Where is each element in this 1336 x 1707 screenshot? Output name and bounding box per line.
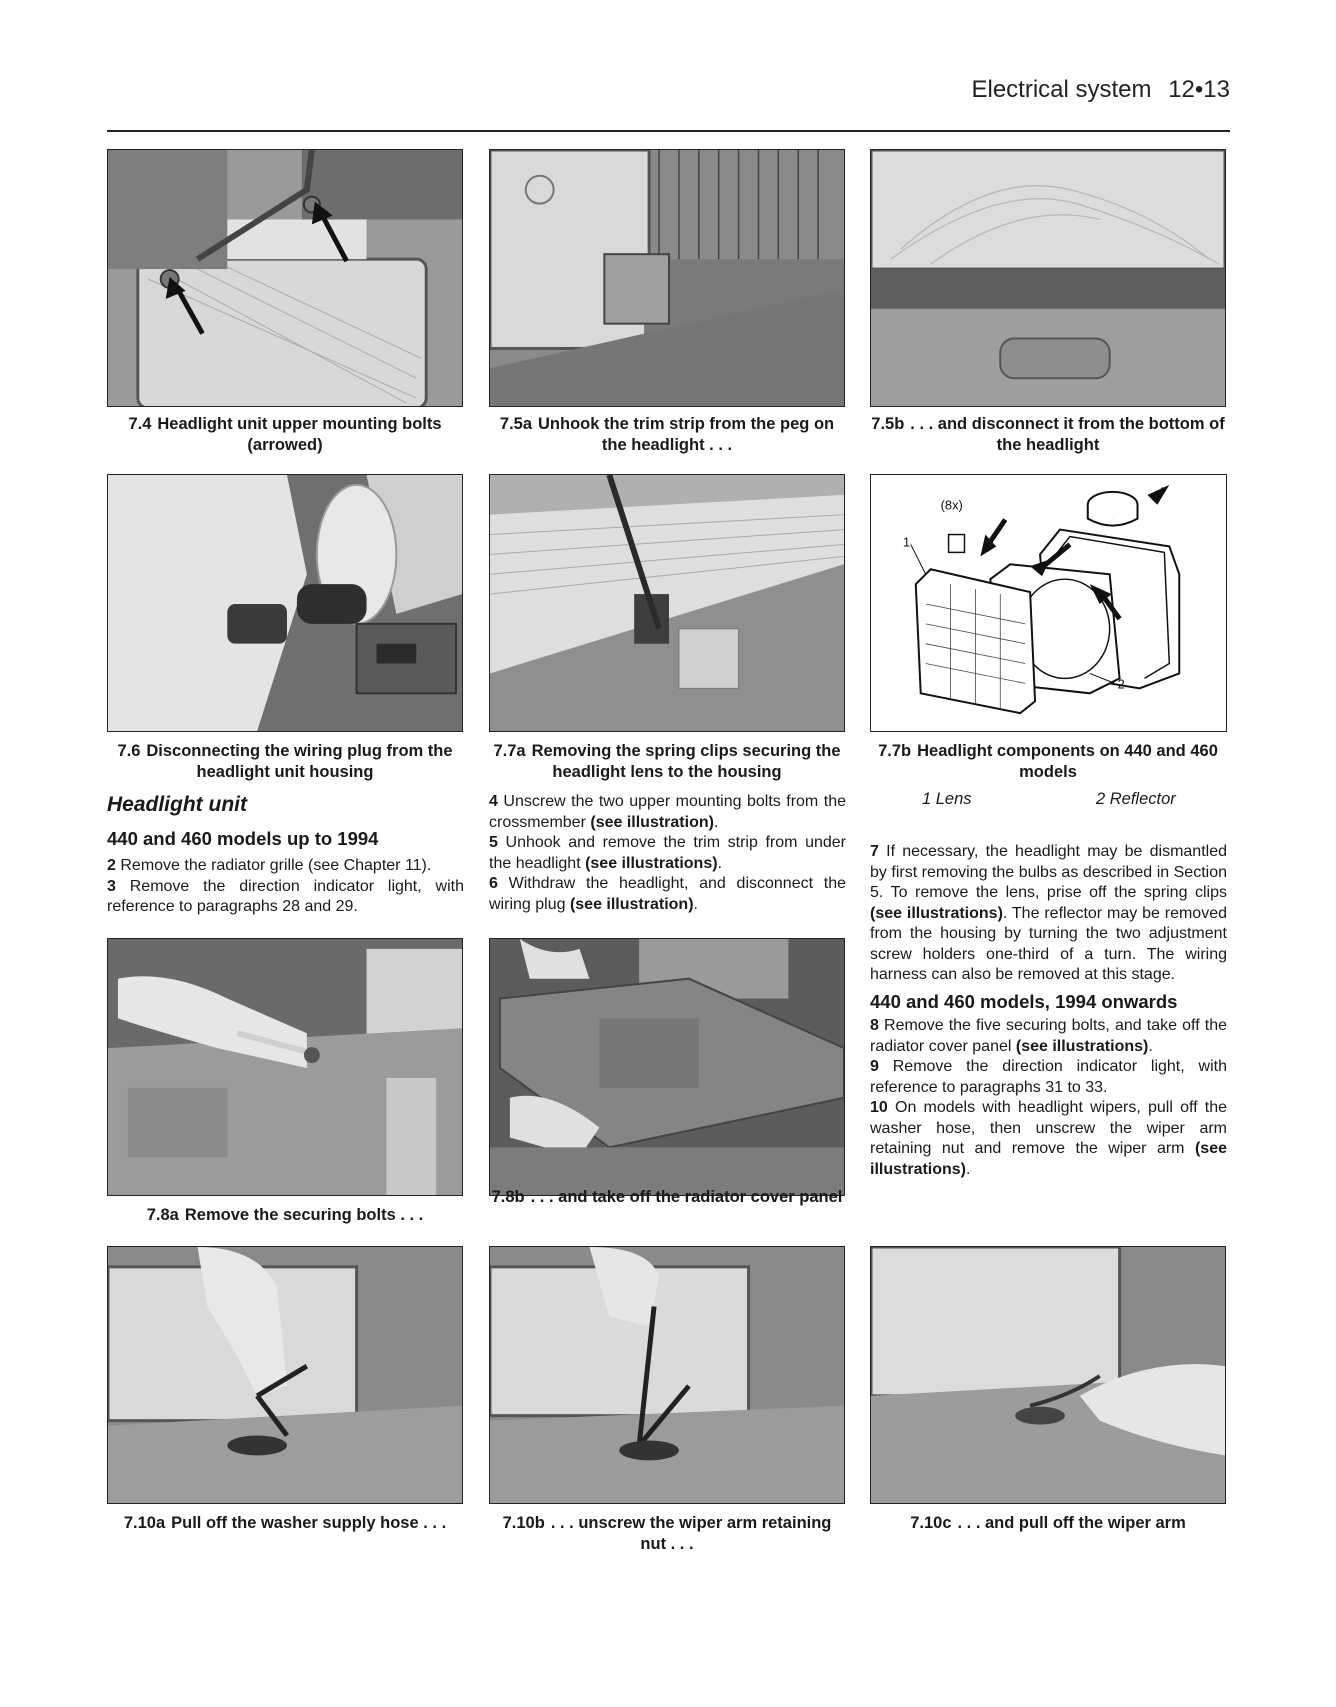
key-reflector: 2 Reflector — [1096, 790, 1176, 808]
caption-number: 7.5b — [871, 415, 905, 433]
photo-7-8a — [107, 938, 463, 1196]
caption-number: 7.5a — [499, 415, 533, 433]
caption-text: . . . unscrew the wiper arm retaining nut . . . — [550, 1514, 832, 1553]
caption-number: 7.6 — [117, 742, 141, 760]
page-header-title — [971, 76, 1230, 104]
paragraph-2: 2 Remove the radiator grille (see Chapter 11). — [107, 857, 432, 874]
section-heading: Headlight unit — [107, 793, 247, 816]
caption-text: . . . and disconnect it from the bottom of the headlight — [910, 415, 1225, 454]
caption-number: 7.7b — [878, 742, 912, 760]
photo-7-5b — [870, 149, 1226, 407]
caption-7-10a — [107, 1513, 463, 1534]
caption-text: Unhook the trim strip from the peg on the headlight . . . — [538, 415, 835, 454]
chapter-title: Electrical system — [971, 76, 1152, 103]
subheading-1994-onwards: 440 and 460 models, 1994 onwards — [870, 990, 1178, 1012]
diagram-7-7b — [870, 474, 1227, 732]
photo-7-10b — [489, 1246, 845, 1504]
caption-7-10c — [870, 1513, 1226, 1534]
caption-7-7b — [870, 741, 1226, 783]
text-col-middle — [489, 792, 846, 915]
diagram-label-1: 1 — [902, 534, 911, 550]
paragraph-8: 8 Remove the five securing bolts, and take off the radiator cover panel (see illustrations). — [870, 1017, 1227, 1055]
caption-7-5a — [489, 414, 845, 456]
key-lens: 1 Lens — [922, 790, 972, 808]
subheading-up-to-1994: 440 and 460 models up to 1994 — [107, 828, 379, 849]
caption-text: Pull off the washer supply hose . . . — [171, 1514, 447, 1532]
page-header — [107, 74, 1230, 132]
caption-number: 7.8a — [146, 1206, 179, 1224]
paragraph-7: 7 If necessary, the headlight may be dismantled by first removing the bulbs as described in Section 5. To remove the lens, prise off the spring clips (see illustrations). The reflector may be removed from the housing by turning the two adjustment screw holders one-third of a turn. The wiring harness can also be removed at this stage. — [870, 843, 1228, 983]
caption-text: Disconnecting the wiring plug from the headlight unit housing — [146, 742, 453, 781]
caption-text: Headlight unit upper mounting bolts (arrowed) — [157, 415, 442, 454]
photo-7-10c — [870, 1246, 1226, 1504]
caption-7-7a — [489, 741, 845, 783]
photo-7-5a — [489, 149, 845, 407]
paragraph-3: 3 Remove the direction indicator light, with reference to paragraphs 28 and 29. — [107, 877, 464, 915]
photo-7-8b — [489, 938, 845, 1196]
paragraph-9: 9 Remove the direction indicator light, with reference to paragraphs 31 to 33. — [870, 1058, 1227, 1096]
caption-text: Removing the spring clips securing the headlight lens to the housing — [531, 742, 841, 781]
caption-number: 7.10c — [910, 1514, 952, 1532]
caption-7-6 — [107, 741, 463, 783]
caption-7-4 — [107, 414, 463, 456]
caption-text: Headlight components on 440 and 460 models — [917, 742, 1218, 781]
paragraph-5: 5 Unhook and remove the trim strip from under the headlight (see illustrations). — [489, 834, 846, 872]
caption-number: 7.7a — [493, 742, 526, 760]
text-col-left — [107, 856, 464, 918]
caption-text: Remove the securing bolts . . . — [184, 1206, 424, 1224]
page-number: 12•13 — [1168, 76, 1230, 103]
photo-7-4 — [107, 149, 463, 407]
caption-7-8b — [489, 1187, 845, 1208]
paragraph-4: 4 Unscrew the two upper mounting bolts from the crossmember (see illustration). — [489, 793, 846, 831]
caption-number: 7.10b — [502, 1514, 545, 1532]
diagram-count-label: (8x) — [940, 497, 963, 513]
caption-7-10b — [489, 1513, 845, 1555]
caption-number: 7.10a — [123, 1514, 166, 1532]
photo-7-7a — [489, 474, 845, 732]
caption-7-8a — [107, 1205, 463, 1226]
caption-7-5b — [870, 414, 1226, 456]
caption-text: . . . and pull off the wiper arm — [957, 1514, 1186, 1532]
caption-number: 7.8b — [491, 1188, 525, 1206]
paragraph-10: 10 On models with headlight wipers, pull off the washer hose, then unscrew the wiper arm retaining nut and remove the wiper arm (see illustrations). — [870, 1099, 1228, 1178]
caption-text: . . . and take off the radiator cover panel — [530, 1188, 843, 1206]
caption-number: 7.4 — [128, 415, 152, 433]
photo-7-6 — [107, 474, 463, 732]
text-col-right — [870, 842, 1227, 1180]
diagram-label-2: 2 — [1117, 676, 1125, 692]
photo-7-10a — [107, 1246, 463, 1504]
paragraph-6: 6 Withdraw the headlight, and disconnect the wiring plug (see illustration). — [489, 875, 847, 913]
